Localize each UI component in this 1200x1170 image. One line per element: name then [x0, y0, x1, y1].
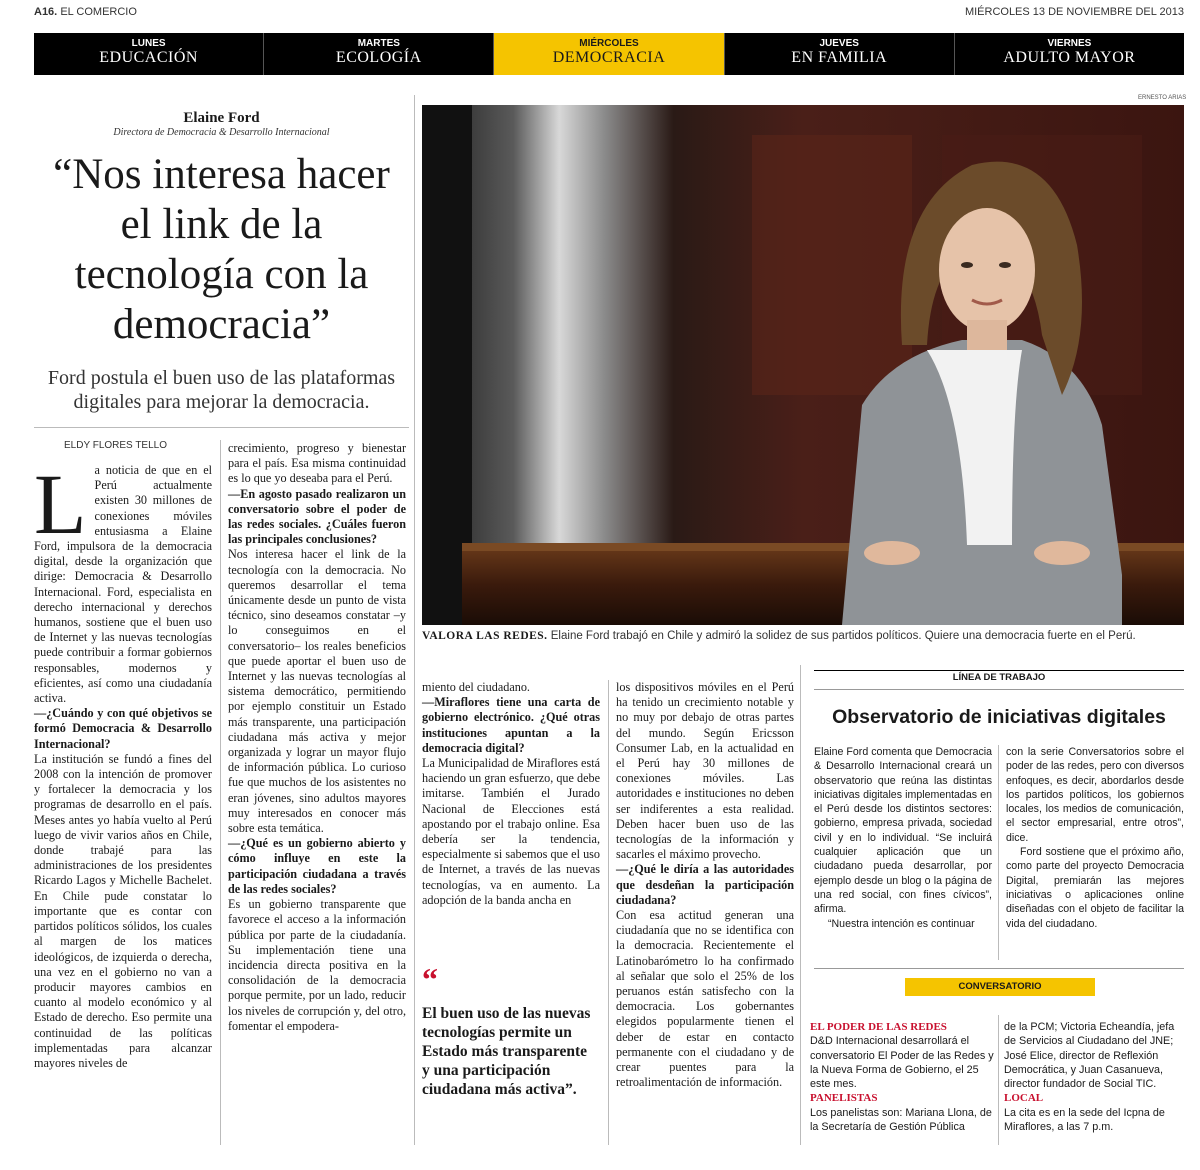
paragraph: La institución se fundó a fines del 2008 con la intención de promover y fortalecer la democracia y los programas de desarrollo en el país. Meses antes yo había vuelto al Perú luego de vivir varios años en Chile, donde trabajé para las administraciones de los presidentes Ricardo Lagos y Michelle Bachelet. En Chile pude constatar lo importante que es contar con partidos políticos sólidos, los cuales al margen de los matices ideológicos, de izquierda o derecha, una vez en el gobierno no van a producir mayores cambios en cuanto al modelo económico y al Estado de derecho. Eso permite una continuidad de las políticas implementadas para alcanzar mayores niveles de: [34, 751, 212, 1070]
conversatorio-column-2: [1004, 1020, 1184, 1134]
nav-day-label: LUNES: [131, 38, 166, 49]
page-header: [34, 6, 1184, 24]
portrait-illustration: [422, 105, 1184, 625]
question: —¿Qué le diría a las autoridades que desdeñan la participación ciudadana?: [616, 862, 794, 907]
nav-topic-label: EN FAMILIA: [791, 49, 888, 66]
paragraph: Nos interesa hacer el link de la tecnología con la democracia. No queremos desarrollar el tema únicamente desde un punto de vista técnico, sino deseamos constatar –y lo conseguimos en el conversatorio– los reales beneficios que puede aportar el buen uso de Internet y las nuevas tecnologías al sistema democrático, permitiendo por ejemplo constituir un Estado más transparente, una participación ciudadana más activa y mejor organizada y lograr un mayor flujo de información pública. Lo curioso fue que muchos de los asistentes no eran jóvenes, sino adultos mayores muy interesados en conocer más sobre esta temática.: [228, 547, 406, 836]
question: —¿Qué es un gobierno abierto y cómo influye en este la participación ciudadana a través de las redes sociales?: [228, 836, 406, 896]
column-divider: [608, 680, 609, 1145]
page-number: A16.: [34, 6, 58, 18]
nav-thursday[interactable]: [725, 33, 955, 75]
paragraph: Es un gobierno transparente que favorece el acceso a la información pública por parte de la ciudadanía. Su implementación tiene una incidencia directa positiva en la consolidación de la democracia porque permite, por un lado, reducir los niveles de corrupción y, del otro, fomentar el empodera-: [228, 897, 406, 1033]
question: —En agosto pasado realizaron un conversatorio sobre el poder de las redes sociales. ¿Cuáles fueron las principales conclusiones?: [228, 486, 406, 547]
nav-tuesday[interactable]: [264, 33, 494, 75]
box-column-2: [1006, 745, 1184, 931]
box-title: Observatorio de iniciativas digitales: [832, 706, 1166, 728]
paragraph: Los panelistas son: Mariana Llona, de la Secretaría de Gestión Pública: [810, 1106, 992, 1134]
box-kicker: LÍNEA DE TRABAJO: [952, 672, 1046, 683]
nav-day-label: MIÉRCOLES: [579, 38, 639, 49]
paragraph: los dispositivos móviles en el Perú ha tenido un crecimiento notable y no muy por debajo de otras partes del mundo. Según Ericsson Consumer Lab, en la actualidad en el Perú hay 30 millones de conexiones móviles. Las autoridades e instituciones no deben ser indiferentes a esta realidad. Deben hacer buen uso de las tecnologías de la información y sacarles el máximo provecho.: [616, 680, 794, 862]
section-heading: PANELISTAS: [810, 1092, 878, 1105]
paragraph: miento del ciudadano.: [422, 680, 530, 694]
interviewee-role: Directora de Democracia & Desarrollo Internacional: [113, 127, 330, 138]
newspaper-name: EL COMERCIO: [60, 6, 137, 18]
question: —¿Cuándo y con qué objetivos se formó Democracia & Desarrollo Internacional?: [34, 706, 212, 751]
section-heading: EL PODER DE LAS REDES: [810, 1021, 947, 1033]
subheadline: Ford postula el buen uso de las plataformas digitales para mejorar la democracia.: [47, 367, 396, 413]
paragraph: crecimiento, progreso y bienestar para el país. Esa misma continuidad es lo que yo deseaba para el Perú.: [228, 441, 406, 486]
pull-quote-text: El buen uso de las nuevas tecnologías permite un Estado más transparente y una participación ciudadana más activa”.: [422, 1005, 591, 1098]
column-divider: [800, 665, 801, 1145]
nav-day-label: MARTES: [357, 38, 400, 49]
paragraph: de la PCM; Victoria Echeandía, jefa de Servicios al Ciudadano del JNE; José Elice, director de Reflexión Democrática, y Juan Casanueva, director fundador de Social TIC.: [1004, 1021, 1175, 1091]
author-byline: ELDY FLORES TELLO: [64, 440, 168, 451]
nav-friday[interactable]: [955, 33, 1184, 75]
box-column-1: [814, 745, 992, 931]
caption-lead: VALORA LAS REDES.: [422, 630, 548, 642]
paragraph: con la serie Conversatorios sobre el poder de las redes, pero con diversos enfoques, es decir, abordarlos desde los partidos políticos, los gobiernos locales, los medios de comunicación, el sector empresarial, entre otros”, dice.: [1006, 746, 1184, 844]
box-bottom-rule: [814, 968, 1184, 969]
paragraph: Con esa actitud generan una ciudadanía que no se identifica con la democracia. Recientemente el Latinobarómetro lo ha confirmado al señalar que solo el 25% de los peruanos están satisfecho con la democracia. Los gobernantes elegidos popularmente tienen el deber de estar en contacto permanente con el ciudadano y de crear puentes para la retroalimentación de información.: [616, 908, 794, 1090]
column-divider: [998, 1015, 999, 1145]
section-divider: [34, 427, 409, 428]
column-divider: [998, 745, 999, 960]
nav-topic-label: ADULTO MAYOR: [1003, 49, 1136, 66]
paragraph: La noticia de que en el Perú actualmente existen 30 millones de conexiones móviles entusiasma a Elaine Ford, impulsora de la democracia digital, desde la organización que dirige: Democracia & Desarrollo Internacional. Ford, especialista en derecho internacional y derechos humanos, sostiene que el buen uso de Internet y las nuevas tecnologías puede contribuir a formar gobiernos responsables, modernos y eficientes, así como una ciudadanía activa.: [34, 456, 212, 706]
article-column-4: [616, 680, 794, 1090]
paragraph: Elaine Ford comenta que Democracia & Desarrollo Internacional creará un observatorio que reúna las distintas iniciativas digitales implementadas en el Perú desde los distintos sectores: gobierno, empresa privada, sociedad civil y en lo individual. “Se incluirá cualquier aplicación que un ciudadano pueda desarrollar, por ejemplo desde un blog o la página de una red social, con fines cívicos”, afirma.: [814, 746, 992, 916]
article-column-2: [228, 441, 406, 1034]
nav-topic-label: DEMOCRACIA: [552, 49, 666, 66]
interviewee-name: Elaine Ford: [183, 110, 260, 126]
section-heading: LOCAL: [1004, 1092, 1044, 1105]
section-navbar: [34, 33, 1184, 75]
photo-caption: [422, 630, 1184, 642]
box-label-rule: [814, 689, 1184, 690]
conversatorio-column-1: [810, 1020, 994, 1134]
nav-day-label: VIERNES: [1047, 38, 1092, 49]
nav-day-label: JUEVES: [819, 38, 859, 49]
issue-date: MIÉRCOLES 13 DE NOVIEMBRE DEL 2013: [964, 6, 1184, 18]
quote-mark-icon: “: [422, 961, 438, 997]
nav-wednesday[interactable]: [494, 33, 724, 75]
paragraph: D&D Internacional desarrollará el conversatorio El Poder de las Redes y la Nueva Forma de Gobierno, el 25 este mes.: [810, 1035, 994, 1091]
article-column-3: [422, 680, 600, 908]
photo-credit: ERNESTO ARIAS: [1138, 95, 1187, 101]
drop-cap: L: [34, 456, 87, 552]
caption-text: Elaine Ford trabajó en Chile y admiró la solidez de sus partidos políticos. Quiere una democracia fuerte en el Perú.: [550, 630, 1136, 642]
nav-topic-label: EDUCACIÓN: [99, 49, 198, 66]
pull-quote: [422, 961, 597, 1099]
nav-monday[interactable]: [34, 33, 264, 75]
portrait-photo: [422, 105, 1184, 625]
paragraph: Ford sostiene que el próximo año, como parte del proyecto Democracia Digital, premiarán las mejores iniciativas o aplicaciones online diseñadas con el objeto de facilitar la vida del ciudadano.: [1006, 846, 1184, 930]
box-top-rule: [814, 670, 1184, 671]
headline: “Nos interesa hacer el link de la tecnología con la democracia”: [53, 151, 390, 348]
question: —Miraflores tiene una carta de gobierno electrónico. ¿Qué otras instituciones apuntan a la democracia digital?: [422, 695, 600, 755]
paragraph: “Nuestra intención es continuar: [828, 917, 975, 930]
conversatorio-label: CONVERSATORIO: [905, 978, 1095, 996]
column-divider: [220, 440, 221, 1145]
article-column-1: [34, 456, 212, 1071]
column-divider: [414, 95, 415, 1145]
paragraph: La cita es en la sede del Icpna de Miraflores, a las 7 p.m.: [1004, 1106, 1165, 1134]
nav-topic-label: ECOLOGÍA: [335, 49, 422, 66]
paragraph: La Municipalidad de Miraflores está haciendo un gran esfuerzo, que debe imitarse. También el Jurado Nacional de Elecciones está apostando por el trabajo online. Esa debería ser la tendencia, especialmente si sabemos que el uso de Internet, a través de las nuevas tecnologías, va en aumento. La adopción de la banda ancha en: [422, 756, 601, 907]
